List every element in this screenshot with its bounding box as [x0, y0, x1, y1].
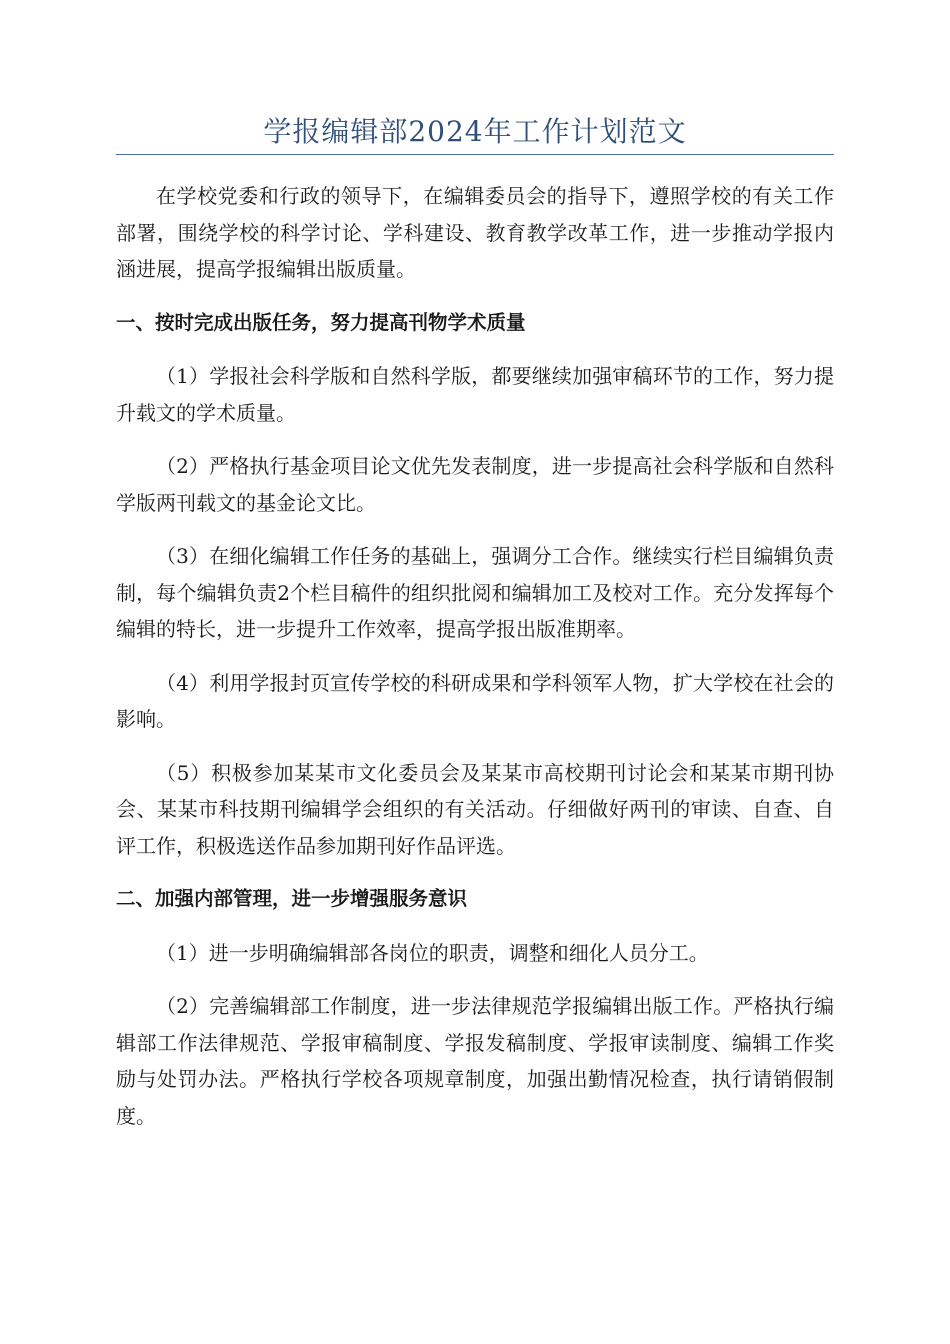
title-underline — [116, 154, 834, 155]
section-1-item-1: （1）学报社会科学版和自然科学版，都要继续加强审稿环节的工作，努力提升载文的学术质量。 — [116, 364, 834, 425]
section-heading-1: 一、按时完成出版任务，努力提高刊物学术质量 — [116, 310, 526, 334]
section-1-item-5: （5）积极参加某某市文化委员会及某某市高校期刊讨论会和某某市期刊协会、某某市科技期刊编辑学会组织的有关活动。仔细做好两刊的审读、自查、自评工作，积极选送作品参加期刊好作品评选。 — [116, 760, 834, 858]
section-1-item-2: （2）严格执行基金项目论文优先发表制度，进一步提高社会科学版和自然科学版两刊载文的基金论文比。 — [116, 454, 834, 515]
section-1-item-4: （4）利用学报封页宣传学校的科研成果和学科领军人物，扩大学校在社会的影响。 — [116, 670, 834, 731]
intro-paragraph: 在学校党委和行政的领导下，在编辑委员会的指导下，遵照学校的有关工作部署，围绕学校的科学讨论、学科建设、教育教学改革工作，进一步推动学报内涵进展，提高学报编辑出版质量。 — [116, 184, 834, 281]
document-title: 学报编辑部2024年工作计划范文 — [263, 115, 687, 148]
document-body — [116, 178, 834, 1151]
section-2-item-2: （2）完善编辑部工作制度，进一步法律规范学报编辑出版工作。严格执行编辑部工作法律规范、学报审稿制度、学报发稿制度、学报审读制度、编辑工作奖励与处罚办法。严格执行学校各项规章制度，加强出勤情况检查，执行请销假制度。 — [116, 994, 834, 1128]
section-2-item-1: （1）进一步明确编辑部各岗位的职责，调整和细化人员分工。 — [156, 940, 709, 965]
section-heading-2: 二、加强内部管理，进一步增强服务意识 — [116, 887, 468, 910]
section-1-item-3: （3）在细化编辑工作任务的基础上，强调分工合作。继续实行栏目编辑负责制，每个编辑负责2个栏目稿件的组织批阅和编辑加工及校对工作。充分发挥每个编辑的特长，进一步提升工作效率，提高学报出版准期率。 — [116, 544, 834, 641]
